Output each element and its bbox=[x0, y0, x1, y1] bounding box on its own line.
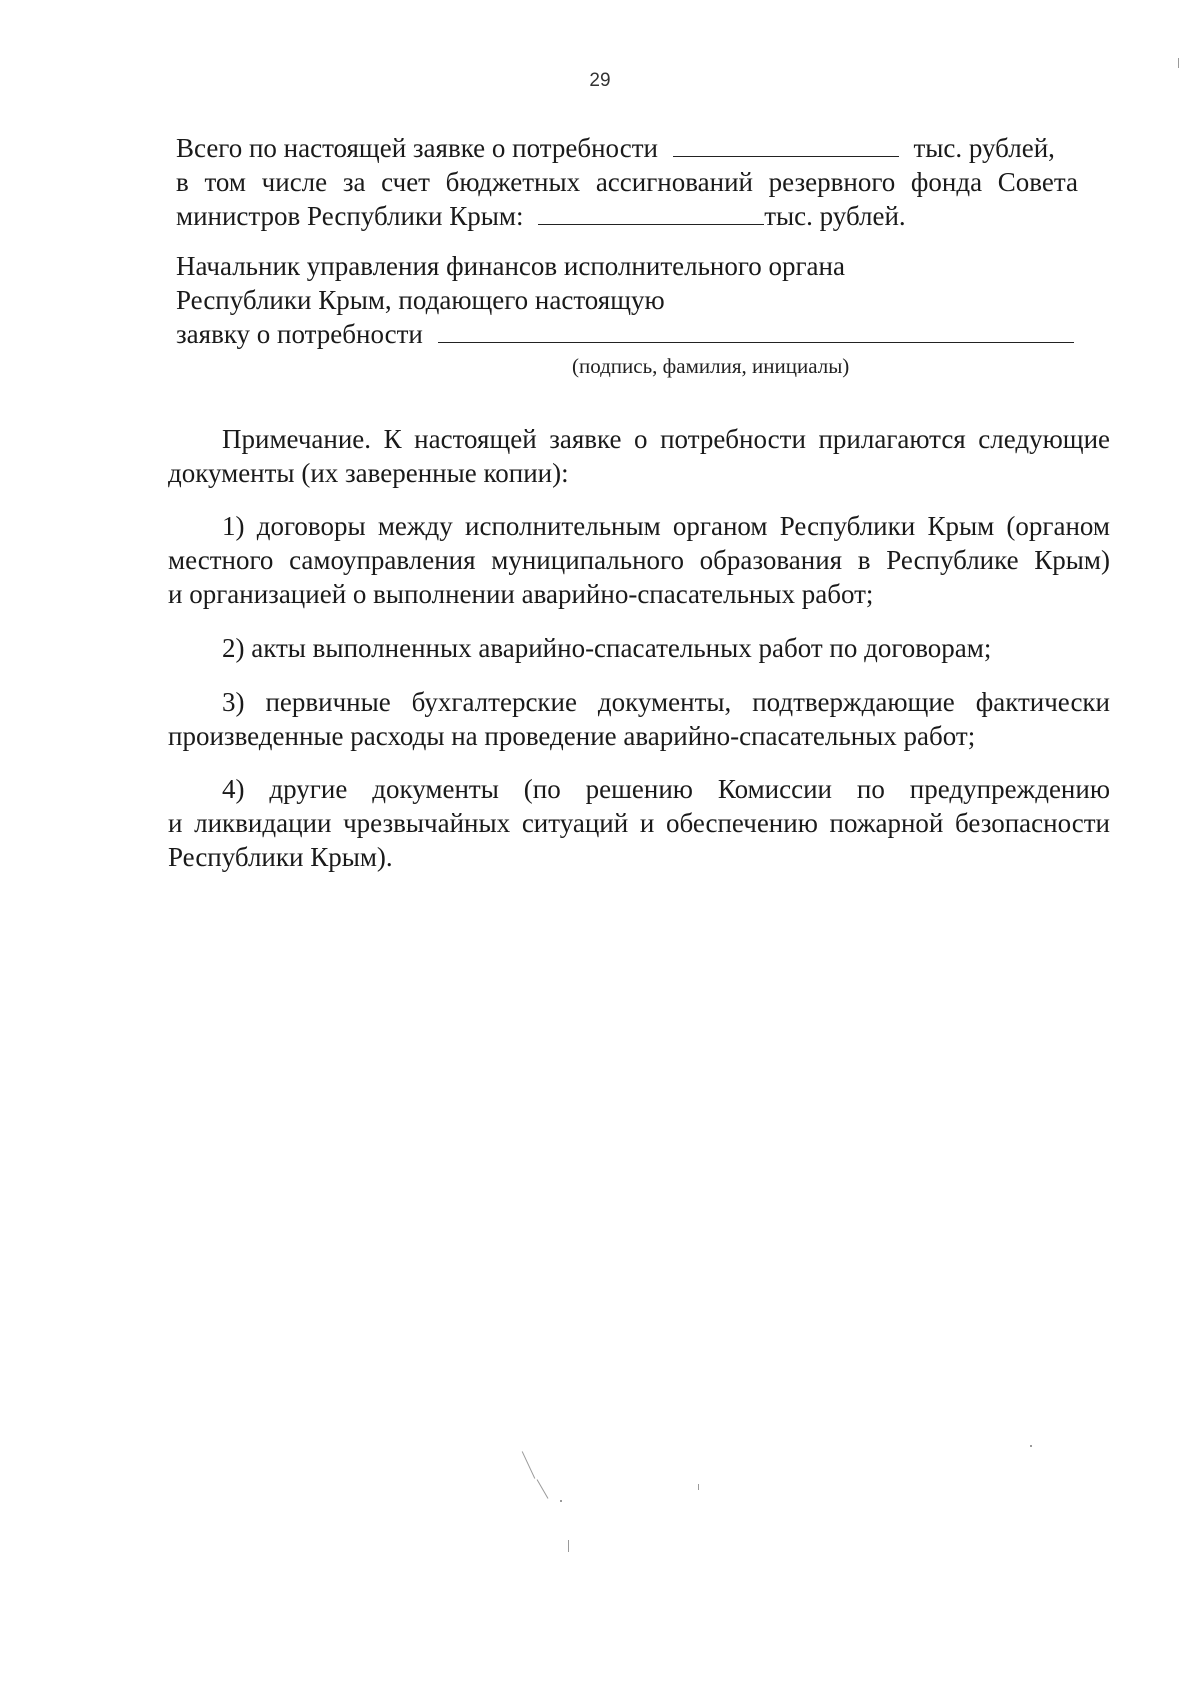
note-line-1: Примечание. К настоящей заявке о потребности прилагаются следующие bbox=[222, 424, 1110, 454]
scan-speck bbox=[698, 1484, 699, 1490]
page-number: 29 bbox=[589, 70, 611, 91]
item-1-line-3: и организацией о выполнении аварийно-спасательных работ; bbox=[168, 579, 874, 609]
total-amount-blank bbox=[673, 134, 899, 157]
item-3-line-2: произведенные расходы на проведение аварийно-спасательных работ; bbox=[168, 721, 976, 751]
signature-line-2: Республики Крым, подающего настоящую bbox=[176, 285, 665, 315]
total-line-2: в том числе за счет бюджетных ассигнований резервного фонда Совета bbox=[176, 167, 1078, 197]
signature-line-1: Начальник управления финансов исполнительного органа bbox=[176, 251, 845, 281]
total-line-3 bbox=[176, 200, 906, 232]
scan-speck bbox=[522, 1451, 536, 1479]
item-1-line-1: 1) договоры между исполнительным органом Республики Крым (органом bbox=[222, 511, 1110, 541]
item-3-line-1: 3) первичные бухгалтерские документы, подтверждающие фактически bbox=[222, 687, 1110, 717]
scan-speck bbox=[1178, 58, 1179, 68]
signature-label: заявку о потребности bbox=[176, 319, 423, 349]
total-unit: тыс. рублей, bbox=[913, 133, 1055, 163]
item-4-line-3: Республики Крым). bbox=[168, 842, 393, 872]
reserve-label: министров Республики Крым: bbox=[176, 201, 524, 231]
item-1-line-2: местного самоуправления муниципального образования в Республике Крым) bbox=[168, 545, 1110, 575]
note-line-2: документы (их заверенные копии): bbox=[168, 458, 569, 488]
scan-speck bbox=[1030, 1445, 1032, 1447]
total-line-1 bbox=[176, 132, 1078, 164]
signature-line-3 bbox=[176, 318, 1074, 350]
scan-speck bbox=[568, 1540, 569, 1552]
scan-speck bbox=[560, 1500, 562, 1502]
total-label: Всего по настоящей заявке о потребности bbox=[176, 133, 658, 163]
reserve-unit: тыс. рублей. bbox=[764, 201, 906, 231]
item-4-line-1: 4) другие документы (по решению Комиссии по предупреждению bbox=[222, 774, 1110, 804]
scan-speck bbox=[537, 1479, 549, 1499]
item-4-line-2: и ликвидации чрезвычайных ситуаций и обеспечению пожарной безопасности bbox=[168, 808, 1110, 838]
item-2-line-1: 2) акты выполненных аварийно-спасательных работ по договорам; bbox=[222, 633, 992, 663]
reserve-amount-blank bbox=[538, 202, 764, 225]
signature-blank bbox=[438, 320, 1074, 343]
signature-caption: (подпись, фамилия, инициалы) bbox=[572, 354, 850, 378]
